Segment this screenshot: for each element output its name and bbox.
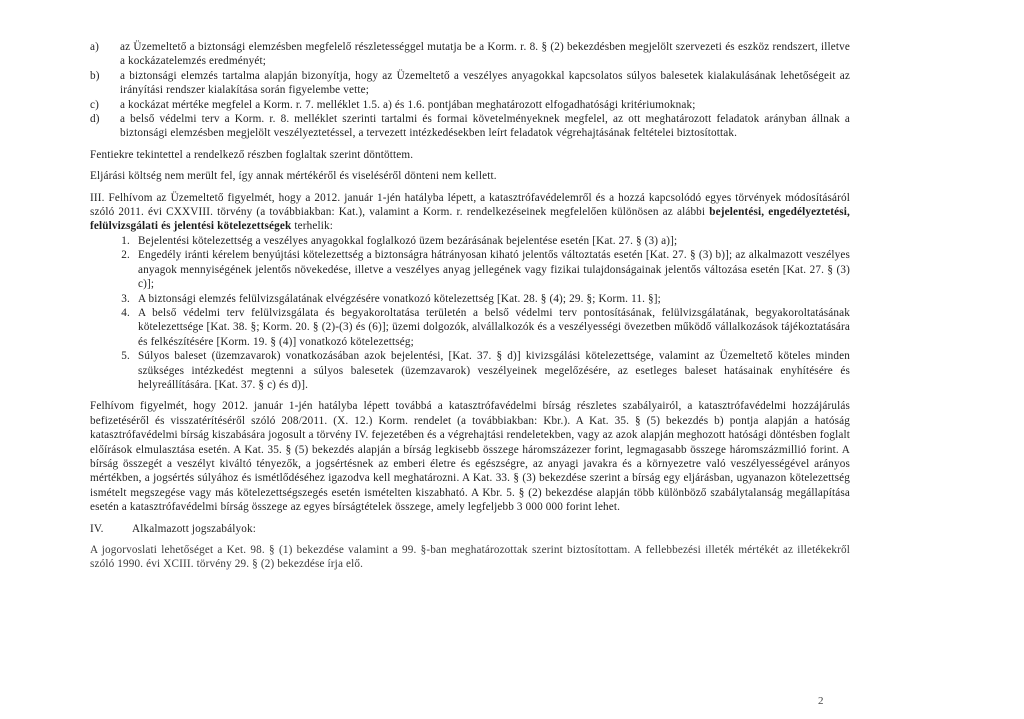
- obligation-item-1: [108, 234, 850, 248]
- obligation-number: 3.: [121, 292, 130, 305]
- section-numeral: IV.: [90, 522, 104, 535]
- list-item-c: [90, 98, 850, 112]
- list-text: a kockázat mértéke megfelel a Korm. r. 7. melléklet 1.5. a) és 1.6. pontjában meghatározott elfogadhatósági kritériumoknak;: [120, 98, 696, 111]
- obligation-text: Engedély iránti kérelem benyújtási kötelezettség a biztonságra hátrányosan kiható jelentős változtatás esetén [Kat. 27. § (3) b)]; az alkalmazott veszélyes anyagok mennyiségének jelentős növekedése, illetve a veszélyes anyag jellegének vagy fizikai tulajdonságainak jelentős változása esetén [Kat. 27. § (3) c)];: [138, 249, 850, 291]
- page-number: 2: [818, 695, 824, 707]
- obligation-text: Bejelentési kötelezettség a veszélyes anyagokkal foglalkozó üzem bezárásának bejelentése esetén [Kat. 27. § (3) a)];: [138, 234, 678, 247]
- list-label: b): [90, 69, 100, 82]
- obligation-item-3: [108, 292, 850, 306]
- list-text: a belső védelmi terv a Korm. r. 8. melléklet szerinti tartalmi és formai követelményeknek megfelel, az ott meghatározott feladatok arányban állnak a biztonsági elemzésben megjelölt veszélyeztetéssel, a tervezett intézkedésekben leírt feladatok végrehajtásának feltételei biztosítottak.: [120, 113, 850, 140]
- decision-paragraph: Fentiekre tekintettel a rendelkező részben foglaltak szerint döntöttem.: [90, 148, 414, 161]
- list-item-a: [90, 40, 850, 69]
- section-3-intro: [90, 191, 850, 234]
- list-text: a biztonsági elemzés tartalma alapján bizonyítja, hogy az Üzemeltető a veszélyes anyagokkal kapcsolatos súlyos balesetek kialakulásának lehetőségeit az irányítási rendszer kialakítása során figyelembe vette;: [120, 69, 850, 97]
- section-intro-end: terhelik:: [294, 220, 333, 233]
- obligation-item-5: [108, 349, 850, 392]
- list-text: az Üzemeltető a biztonsági elemzésben megfelelő részletességgel mutatja be a Korm. r. 8. § (2) bekezdésben megjelölt szervezeti és eszköz rendszert, illetve a kockázatelemzés eredményét;: [120, 41, 850, 68]
- fine-paragraph: Felhívom figyelmét, hogy 2012. január 1-jén hatályba lépett továbbá a katasztrófavédelmi bírság részletes szabályairól, a katasztrófavédelmi hozzájárulás befizetéséről és visszatérítéséről szóló 208/2011. (X. 12.) Korm. rendelet (a továbbiakban: Kbr.). A Kat. 35. § (5) bekezdés b) pontja alapján a hatóság katasztrófavédelmi bírság kiszabására jogosult a törvény IV. fejezetében és a végrehajtási rendeletekben, vagy az azok alapján meghozott hatósági döntésben foglalt előírások elmulasztása esetén. A Kat. 35. § (5) bekezdés alapján a bírság legkisebb összege háromszázezer forint, legmagasabb összege háromszázmillió forint. A bírság összegét a veszélyt kiváltó tényezők, a jogsértésnek az emberi életre és egészségre, az anyagi javakra és a környezetre való veszélyességével arányos mértékben, a jogsértés súlyához és ismétlődéséhez igazodva kell meghatározni. A Kat. 33. § (3) bekezdése szerint a bírság egy eljárásban, ugyanazon kötelezettség ismételt megszegése vagy más kötelezettségszegés esetén ismételten kiszabható. A Kbr. 5. § (2) bekezdése alapján több különböző szabálytalanság megállapítása esetén a katasztrófavédelmi bírság összege az egyes bírságtételek összege, amely legfeljebb 3 000 000 forint lehet.: [90, 400, 850, 514]
- obligation-number: 2.: [121, 249, 130, 262]
- obligation-text: A biztonsági elemzés felülvizsgálatának elvégzésére vonatkozó kötelezettség [Kat. 28. § (4); 29. §; Korm. 11. §];: [138, 292, 661, 305]
- obligation-number: 1.: [121, 234, 130, 247]
- section-4-heading: [90, 522, 850, 536]
- list-label: c): [90, 98, 99, 111]
- list-label: a): [90, 41, 99, 53]
- section-intro-text: Felhívom az Üzemeltető figyelmét, hogy a 2012. január 1-jén hatályba lépett, a katasztrófavédelemről és a hozzá kapcsolódó egyes törvények módosításáról szóló 2011. évi CXXVIII. törvény (a továbbiakban: Kat.), valamint a Korm. r. rendelkezéseinek megfelelően különösen az alábbi: [90, 191, 850, 219]
- costs-paragraph: Eljárási költség nem merült fel, így annak mértékéről és viseléséről dönteni nem kellett.: [90, 170, 497, 183]
- legal-remedy-paragraph: A jogorvoslati lehetőséget a Ket. 98. § (1) bekezdése valamint a 99. §-ban meghatározottak szerint biztosítottam. A fellebbezési illeték mértékét az illetékekről szóló 1990. évi XCIII. törvény 29. § (2) bekezdése írja elő.: [90, 544, 850, 571]
- obligation-number: 5.: [121, 350, 130, 363]
- obligation-text: A belső védelmi terv felülvizsgálata és begyakoroltatása területén a belső védelmi terv pontosításának, felülvizsgálatának, begyakoroltatásának kötelezettsége [Kat. 38. §; Korm. 20. § (2)-(3) és (6)]; üzemi dolgozók, alvállalkozók és a veszélyességi övezetben működő vállalkozások tájékoztatására és felkészítésére [Korm. 19. § (4)] vonatkozó kötelezettség;: [138, 306, 850, 348]
- obligation-item-4: [108, 306, 850, 349]
- list-item-b: [90, 69, 850, 98]
- document-body: [90, 40, 850, 572]
- section-intro-bold: bejelentési, engedélyeztetési, felülvizsgálati és jelentési kötelezettségek: [90, 206, 850, 233]
- list-item-d: [90, 112, 850, 141]
- obligation-text: Súlyos baleset (üzemzavarok) vonatkozásában azok bejelentési, [Kat. 37. § d)] kivizsgálási kötelezettsége, valamint az Üzemeltető köteles minden szükséges intézkedést megtenni a súlyos balesetek (üzemzavarok) veszélyeinek megelőzésére, az esetleges baleset hatásainak enyhítésére és helyreállítására. [Kat. 37. § c) és d)].: [138, 350, 850, 391]
- obligation-number: 4.: [121, 306, 130, 319]
- obligation-item-2: [108, 248, 850, 291]
- obligations-list: [90, 234, 850, 392]
- section-title: Alkalmazott jogszabályok:: [132, 522, 256, 535]
- section-numeral: III.: [90, 191, 105, 204]
- list-label: d): [90, 113, 100, 126]
